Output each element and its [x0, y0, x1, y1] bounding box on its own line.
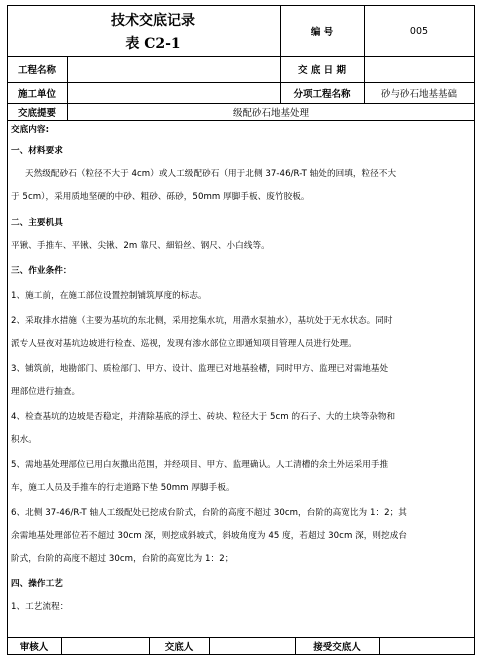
subproject-label: 分项工程名称	[293, 89, 351, 100]
receiver-value	[380, 638, 474, 654]
content-line: 1、工艺流程：	[11, 602, 69, 612]
project-name-label: 工程名称	[17, 65, 56, 76]
date-label: 交 底 日 期	[298, 65, 346, 76]
form-title: 技术交底记录	[111, 13, 195, 29]
content-line: 于 5cm），采用质地坚硬的中砂、粗砂、砾砂，50mm 厚脚手板、废竹胶板。	[11, 192, 310, 202]
section-heading: 四、操作工艺	[11, 579, 63, 589]
footer-col-divider	[61, 637, 62, 654]
content-lines	[11, 145, 471, 613]
col-divider	[67, 56, 68, 120]
content-line: 派专人昼夜对基坑边坡进行检查、巡视，发现有渗水部位立即通知项目管理人员进行处理。	[11, 339, 357, 349]
col-divider	[364, 6, 365, 103]
section-heading: 三、作业条件：	[11, 266, 72, 276]
subproject-value: 砂与砂石地基基础	[380, 89, 457, 100]
content-intro: 交底内容:	[11, 125, 50, 135]
number-label: 编 号	[310, 27, 334, 38]
reviewer-value	[62, 638, 148, 654]
disclosure-content	[11, 124, 471, 613]
row-divider	[8, 120, 474, 121]
discloser-label: 交底人	[164, 642, 194, 653]
row-divider	[8, 82, 474, 83]
receiver-label: 接受交底人	[313, 642, 361, 653]
content-line: 3、铺筑前，地勘部门、质检部门、甲方、设计、监理已对地基验槽，同时甲方、监理已对需地基处	[11, 364, 389, 374]
disclosure-record-form	[7, 5, 475, 655]
contractor-label: 施工单位	[17, 89, 56, 100]
content-line: 2、采取排水措施（主要为基坑的东北侧，采用挖集水坑，用潜水泵抽水），基坑处于无水状态。同时	[11, 316, 393, 326]
content-line: 天然级配砂石（粒径不大于 4cm）或人工级配砂石（用于北侧 37-46/R-T 轴处的回填，粒径不大	[25, 169, 397, 179]
row-divider	[8, 56, 474, 57]
contractor-value	[68, 83, 278, 103]
footer-col-divider	[209, 637, 210, 654]
content-line: 1、施工前，在施工部位设置控制铺筑厚度的标志。	[11, 291, 207, 301]
project-name-value	[68, 56, 278, 82]
section-heading: 一、材料要求	[11, 146, 63, 156]
reviewer-label: 审核人	[19, 642, 49, 653]
form-code: 表 C2-1	[125, 36, 181, 52]
footer-col-divider	[295, 637, 296, 654]
discloser-value	[210, 638, 294, 654]
section-heading: 二、主要机具	[11, 218, 63, 228]
summary-value: 级配砂石地基处理	[232, 108, 309, 119]
footer-col-divider	[379, 637, 380, 654]
content-line: 阶式，台阶的高度不超过 30cm，台阶的高宽比为 1：2；	[11, 554, 234, 564]
number-value: 005	[409, 25, 429, 37]
col-divider	[280, 6, 281, 103]
footer-col-divider	[149, 637, 150, 654]
content-line: 平锹、手推车、平锹、尖锹、2m 靠尺、細铅丝、钢尺、小白线等。	[11, 241, 270, 251]
date-value	[364, 56, 474, 82]
summary-label: 交底提要	[17, 108, 56, 119]
content-line: 理部位进行抽查。	[11, 387, 81, 397]
content-line: 车，施工人员及手推车的行走道路下垫 50mm 厚脚手板。	[11, 483, 235, 493]
row-divider	[8, 103, 474, 104]
content-line: 积水。	[11, 435, 37, 445]
content-line: 4、检查基坑的边坡是否稳定，并清除基底的浮土、砖块、粒径大于 5cm 的石子、大的土块等杂物和	[11, 412, 396, 422]
content-line: 余需地基处理部位若不超过 30cm 深，则挖成斜坡式，斜坡角度为 45 度，若超过 30cm 深，则挖成台	[11, 531, 408, 541]
content-line: 5、需地基处理部位已用白灰撒出范围，并经项目、甲方、监理确认。人工清槽的余土外运采用手推	[11, 460, 389, 470]
content-line: 6、北侧 37-46/R-T 轴人工级配处已挖成台阶式，台阶的高度不超过 30cm，台阶的高宽比为 1：2；其	[11, 508, 407, 518]
